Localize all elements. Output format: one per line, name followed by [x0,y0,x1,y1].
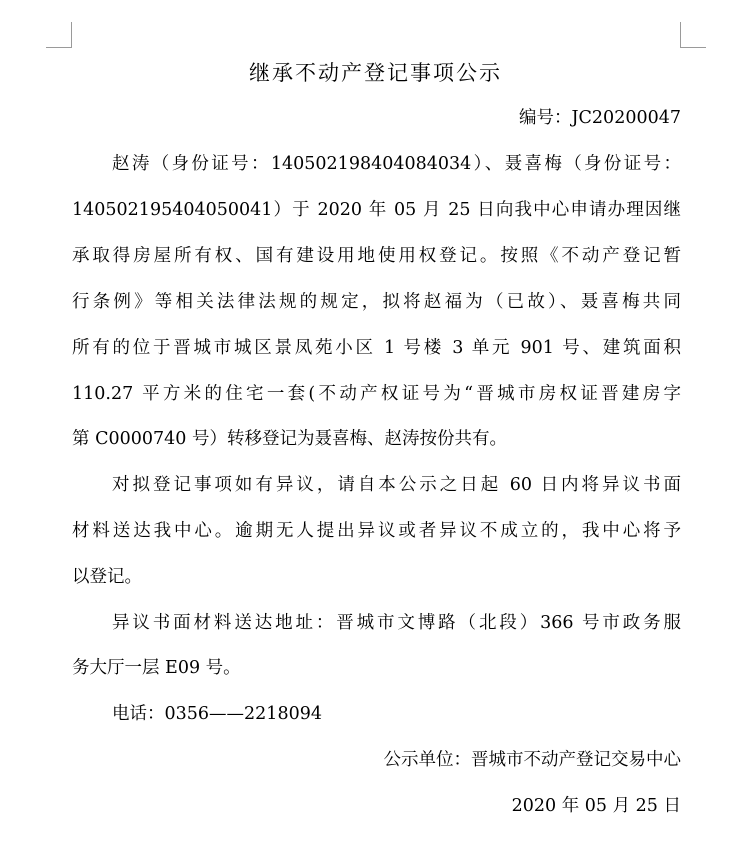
paragraph-2-line: 对拟登记事项如有异议，请自本公示之日起 60 日内将异议书面 [112,475,681,495]
document-number: 编号：JC20200047 [519,108,681,128]
paragraph-3-line: 务大厅一层 E09 号。 [72,658,241,678]
date-line: 2020 年 05 月 25 日 [511,796,681,816]
crop-mark-top-left-vertical [71,22,72,48]
paragraph-2-line: 以登记。 [72,567,142,587]
phone-line: 电话：0356——2218094 [112,704,322,724]
crop-mark-top-right-vertical [680,22,681,48]
paragraph-1-line: 第 C0000740 号）转移登记为聂喜梅、赵涛按份共有。 [72,429,507,449]
paragraph-3-line: 异议书面材料送达地址：晋城市文博路（北段）366 号市政务服 [112,613,681,633]
publisher-line: 公示单位：晋城市不动产登记交易中心 [383,750,681,770]
document-title: 继承不动产登记事项公示 [249,61,502,85]
paragraph-2-line: 材料送达我中心。逾期无人提出异议或者异议不成立的，我中心将予 [72,521,681,541]
crop-mark-top-right-horizontal [681,47,706,48]
crop-mark-top-left-horizontal [46,47,71,48]
paragraph-1-line: 行条例》等相关法律法规的规定，拟将赵福为（已故）、聂喜梅共同 [72,292,681,312]
paragraph-1-line: 140502195404050041）于 2020 年 05 月 25 日向我中心申请办理因继 [72,200,681,220]
paragraph-1-line: 110.27 平方米的住宅一套(不动产权证号为“晋城市房权证晋建房字 [72,384,681,404]
paragraph-1-line: 所有的位于晋城市城区景凤苑小区 1 号楼 3 单元 901 号、建筑面积 [72,338,681,358]
paragraph-1-line: 承取得房屋所有权、国有建设用地使用权登记。按照《不动产登记暂 [72,246,681,266]
paragraph-1-line: 赵涛（身份证号：140502198404084034）、聂喜梅（身份证号： [112,154,681,174]
